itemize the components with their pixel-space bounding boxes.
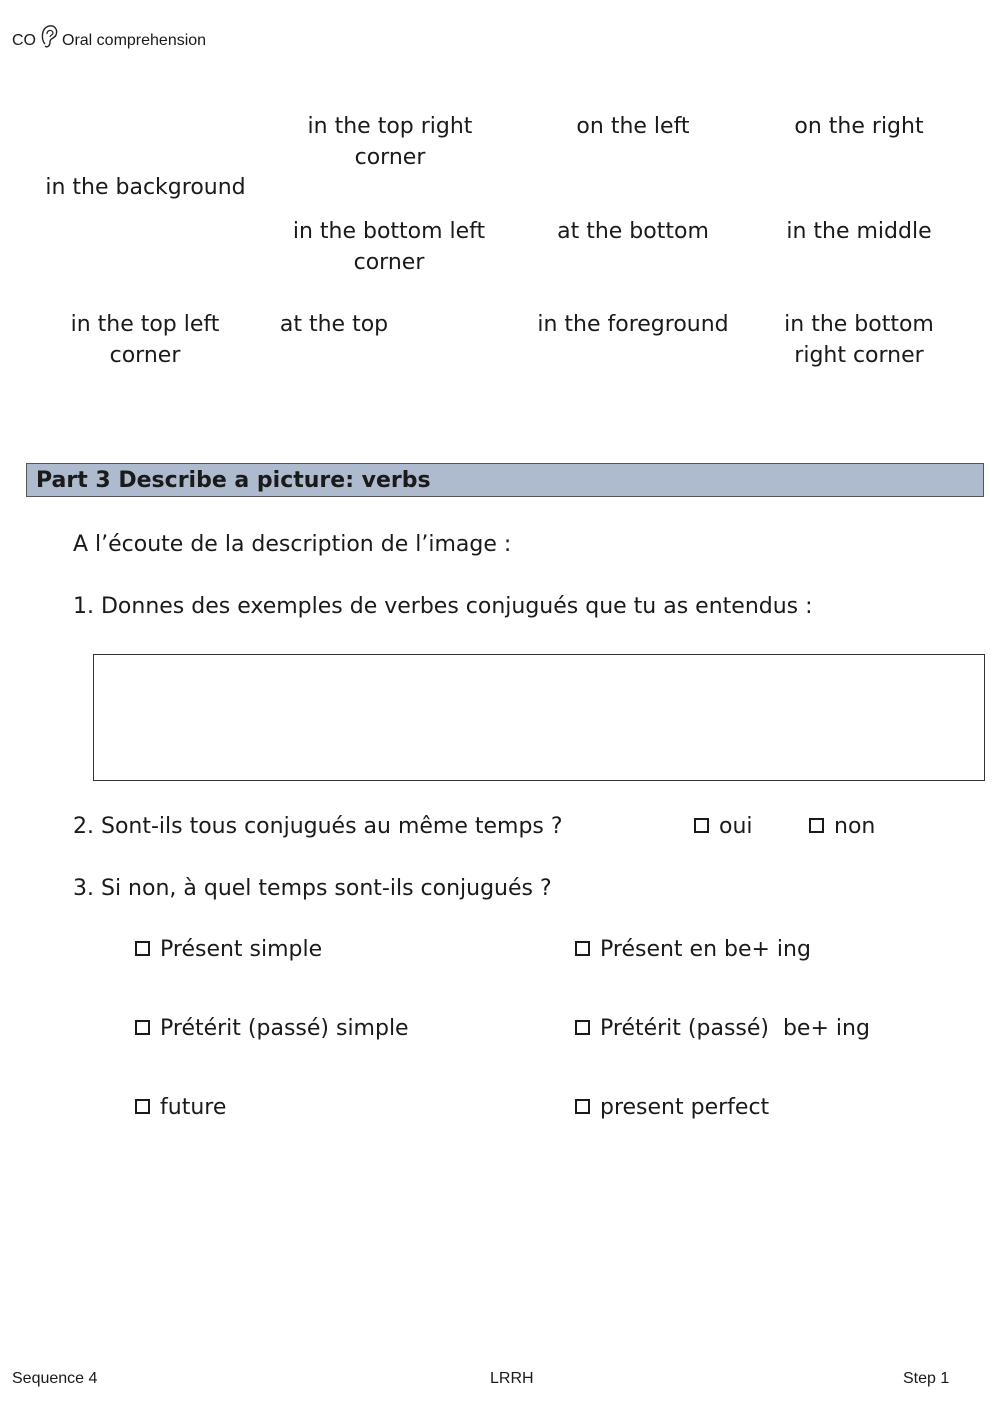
checkbox-present-simple[interactable] <box>135 941 150 956</box>
option-present-be-ing[interactable] <box>575 935 811 965</box>
option-present-perfect-label: present perfect <box>600 1095 770 1120</box>
header-code: CO <box>12 32 36 49</box>
footer-sequence: Sequence 4 <box>12 1370 98 1387</box>
question-3: 3. Si non, à quel temps sont-ils conjugués ? <box>73 876 552 901</box>
phrase-in-the-foreground: in the foreground <box>537 312 729 337</box>
checkbox-present-be-ing[interactable] <box>575 941 590 956</box>
phrase-in-the-top-left-corner: in the top left corner <box>70 312 220 368</box>
option-non[interactable] <box>809 812 875 842</box>
ear-icon <box>38 22 60 50</box>
option-present-be-ing-label: Présent en be+ ing <box>600 937 811 962</box>
answer-box[interactable] <box>93 654 985 781</box>
phrase-in-the-bottom-left-corner: in the bottom left corner <box>292 219 486 275</box>
option-preterit-be-ing-label: Prétérit (passé) be+ ing <box>600 1016 870 1041</box>
option-non-label: non <box>834 814 876 839</box>
phrase-at-the-top: at the top <box>279 312 389 337</box>
checkbox-preterit-be-ing[interactable] <box>575 1020 590 1035</box>
section-title: Part 3 Describe a picture: verbs <box>36 468 431 493</box>
question-2: 2. Sont-ils tous conjugués au même temps ? <box>73 814 563 839</box>
option-future-label: future <box>160 1095 227 1120</box>
option-oui-label: oui <box>719 814 753 839</box>
phrase-in-the-bottom-right-corner: in the bottom right corner <box>784 312 934 368</box>
footer-title: LRRH <box>490 1370 534 1387</box>
phrase-in-the-top-right-corner: in the top right corner <box>307 114 473 170</box>
checkbox-present-perfect[interactable] <box>575 1099 590 1114</box>
phrase-in-the-background: in the background <box>45 175 246 200</box>
option-present-perfect[interactable] <box>575 1093 769 1123</box>
question-1: 1. Donnes des exemples de verbes conjugués que tu as entendus : <box>73 594 813 619</box>
phrase-on-the-right: on the right <box>794 114 924 139</box>
option-present-simple-label: Présent simple <box>160 937 323 962</box>
option-future[interactable] <box>135 1093 226 1123</box>
checkbox-oui[interactable] <box>694 818 709 833</box>
intro-text: A l’écoute de la description de l’image : <box>73 532 512 557</box>
option-preterit-simple[interactable] <box>135 1014 409 1044</box>
option-oui[interactable] <box>694 812 753 842</box>
option-present-simple[interactable] <box>135 935 322 965</box>
checkbox-non[interactable] <box>809 818 824 833</box>
option-preterit-be-ing[interactable] <box>575 1014 870 1044</box>
phrase-in-the-middle: in the middle <box>786 219 932 244</box>
phrase-at-the-bottom: at the bottom <box>557 219 709 244</box>
phrase-on-the-left: on the left <box>576 114 690 139</box>
option-preterit-simple-label: Prétérit (passé) simple <box>160 1016 409 1041</box>
checkbox-preterit-simple[interactable] <box>135 1020 150 1035</box>
header-title: Oral comprehension <box>62 32 207 49</box>
page-header <box>12 22 206 50</box>
checkbox-future[interactable] <box>135 1099 150 1114</box>
footer-step: Step 1 <box>903 1370 950 1387</box>
